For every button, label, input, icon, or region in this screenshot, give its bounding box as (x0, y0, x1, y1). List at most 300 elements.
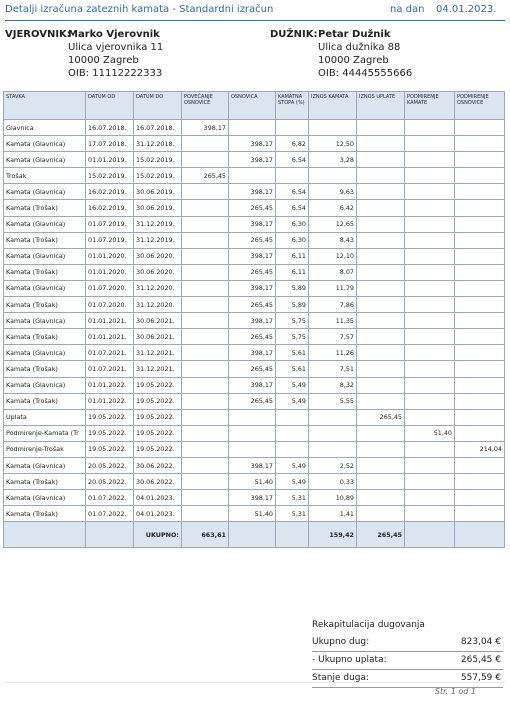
report-title: Detalji izračuna zateznih kamata - Standardni izračun (5, 4, 274, 15)
table-cell (357, 152, 405, 168)
table-cell: 0,33 (309, 474, 357, 490)
table-cell: 30.06.2022. (134, 474, 182, 490)
summary-cell (455, 522, 505, 548)
table-cell: 30.06.2019. (134, 184, 182, 200)
table-cell (309, 409, 357, 425)
table-cell: 12,10 (309, 248, 357, 264)
table-cell: 31.12.2021. (134, 345, 182, 361)
table-cell (405, 441, 455, 457)
table-cell: 30.06.2019. (134, 200, 182, 216)
table-cell: 7,57 (309, 329, 357, 345)
table-cell: 8,32 (309, 377, 357, 393)
table-cell: 12,50 (309, 136, 357, 152)
table-cell (182, 393, 229, 409)
table-cell: Kamata (Glavnica) (4, 377, 86, 393)
table-cell: 11,26 (309, 345, 357, 361)
table-cell: 01.01.2019. (86, 152, 134, 168)
creditor-label: VJEROVNIK: (5, 29, 71, 40)
table-cell (182, 361, 229, 377)
table-cell: Kamata (Glavnica) (4, 184, 86, 200)
table-cell: 01.07.2021. (86, 361, 134, 377)
table-cell: 30.06.2020. (134, 264, 182, 280)
table-cell: 01.07.2020. (86, 297, 134, 313)
table-cell: 19.05.2022. (134, 425, 182, 441)
recap-row (312, 652, 503, 670)
recap-title: Rekapitulacija dugovanja (312, 620, 425, 630)
table-cell (182, 216, 229, 232)
table-row (4, 490, 505, 506)
table-cell (455, 393, 505, 409)
table-cell: 12,65 (309, 216, 357, 232)
table-cell (357, 297, 405, 313)
table-cell: 5,89 (276, 297, 309, 313)
table-cell (182, 329, 229, 345)
recap-label: Stanje duga: (312, 673, 370, 683)
table-row (4, 441, 505, 457)
recap-row (312, 670, 503, 688)
table-cell: 398,17 (229, 313, 276, 329)
debtor-city: 10000 Zagreb (318, 55, 389, 66)
table-cell (455, 457, 505, 473)
footer-divider (5, 682, 505, 683)
table-cell: Kamata (Trošak) (4, 232, 86, 248)
table-cell (182, 474, 229, 490)
table-cell (405, 409, 455, 425)
table-cell: 6,30 (276, 232, 309, 248)
table-cell (455, 409, 505, 425)
table-cell: 1,41 (309, 506, 357, 522)
table-cell: 20.05.2022. (86, 457, 134, 473)
table-cell (182, 264, 229, 280)
recap-value: 265,45 € (460, 655, 501, 665)
summary-cell (405, 522, 455, 548)
table-cell: 7,86 (309, 297, 357, 313)
table-cell: Kamata (Trošak) (4, 200, 86, 216)
table-cell: Kamata (Glavnica) (4, 313, 86, 329)
table-cell: Kamata (Trošak) (4, 506, 86, 522)
table-cell: 9,63 (309, 184, 357, 200)
table-cell (455, 168, 505, 184)
table-cell (455, 216, 505, 232)
table-cell: Kamata (Trošak) (4, 329, 86, 345)
table-row (4, 152, 505, 168)
table-cell (405, 152, 455, 168)
table-cell (405, 361, 455, 377)
table-cell (182, 490, 229, 506)
table-cell (455, 329, 505, 345)
table-row (4, 329, 505, 345)
debtor-label: DUŽNIK: (270, 29, 318, 40)
table-cell: 5,31 (276, 506, 309, 522)
table-cell: Kamata (Glavnica) (4, 136, 86, 152)
table-header-row (4, 92, 505, 120)
recap-value: 823,04 € (460, 637, 501, 647)
table-cell (309, 425, 357, 441)
column-header: OSNOVICA (229, 92, 276, 120)
table-cell (357, 232, 405, 248)
summary-cell: 663,61 (182, 522, 229, 548)
table-cell: 214,04 (455, 441, 505, 457)
table-cell: 5,75 (276, 313, 309, 329)
table-cell: 5,31 (276, 490, 309, 506)
table-cell: 6,42 (309, 200, 357, 216)
table-row (4, 264, 505, 280)
table-cell (357, 474, 405, 490)
table-cell: Kamata (Glavnica) (4, 216, 86, 232)
table-cell: 6,11 (276, 248, 309, 264)
table-cell: 31.12.2019. (134, 216, 182, 232)
table-row (4, 345, 505, 361)
recap-label: - Ukupno uplata: (312, 655, 387, 665)
table-cell: 265,45 (229, 264, 276, 280)
table-cell: 51,40 (405, 425, 455, 441)
na-dan-label: na dan (390, 4, 425, 15)
summary-cell (229, 522, 276, 548)
table-cell (357, 168, 405, 184)
table-cell: 16.07.2018. (86, 120, 134, 136)
table-cell: 265,45 (229, 329, 276, 345)
table-cell (405, 345, 455, 361)
table-cell: 31.12.2019. (134, 232, 182, 248)
table-cell: 398,17 (229, 248, 276, 264)
table-cell (455, 136, 505, 152)
table-cell: 15.02.2019. (86, 168, 134, 184)
table-cell: Kamata (Glavnica) (4, 248, 86, 264)
table-row (4, 506, 505, 522)
table-cell: 2,52 (309, 457, 357, 473)
table-cell (182, 345, 229, 361)
recap-label: Ukupno dug: (312, 637, 370, 647)
table-cell: 04.01.2023. (134, 490, 182, 506)
table-cell: 19.05.2022. (134, 377, 182, 393)
table-cell: Kamata (Trošak) (4, 361, 86, 377)
table-cell (182, 184, 229, 200)
table-cell (405, 232, 455, 248)
table-row (4, 200, 505, 216)
table-cell (182, 152, 229, 168)
table-cell: 19.05.2022. (134, 393, 182, 409)
column-header: KAMATNA STOPA (%) (276, 92, 309, 120)
table-cell: 16.02.2019. (86, 200, 134, 216)
creditor-city: 10000 Zagreb (68, 55, 139, 66)
table-cell: 5,55 (309, 393, 357, 409)
table-cell (229, 409, 276, 425)
summary-cell (4, 522, 86, 548)
table-cell: 30.06.2022. (134, 457, 182, 473)
table-cell: 398,17 (229, 216, 276, 232)
table-cell: 30.06.2020. (134, 248, 182, 264)
table-cell: 01.07.2020. (86, 280, 134, 296)
debtor-street: Ulica dužnika 88 (318, 42, 401, 53)
debtor-name: Petar Dužnik (318, 29, 391, 40)
table-cell (357, 248, 405, 264)
table-cell (455, 490, 505, 506)
table-cell: 265,45 (229, 393, 276, 409)
table-cell (276, 120, 309, 136)
table-cell (182, 232, 229, 248)
table-cell (229, 441, 276, 457)
table-cell: 19.05.2022. (134, 409, 182, 425)
table-cell (405, 377, 455, 393)
table-cell: 8,07 (309, 264, 357, 280)
table-cell: 6,11 (276, 264, 309, 280)
table-cell (357, 313, 405, 329)
table-cell (405, 168, 455, 184)
table-cell (357, 184, 405, 200)
table-cell (182, 425, 229, 441)
table-cell: 265,45 (182, 168, 229, 184)
table-cell: 51,40 (229, 474, 276, 490)
column-header: DATUM DO (134, 92, 182, 120)
table-cell (405, 136, 455, 152)
table-cell (182, 409, 229, 425)
table-row (4, 297, 505, 313)
table-cell (182, 297, 229, 313)
table-cell (405, 297, 455, 313)
table-row (4, 313, 505, 329)
table-cell: 16.07.2018. (134, 120, 182, 136)
table-cell: 01.01.2021. (86, 313, 134, 329)
debtor-oib: OIB: 44445555666 (318, 68, 413, 79)
table-cell: 11,79 (309, 280, 357, 296)
page-number: Str. 1 od 1 (434, 687, 476, 696)
creditor-street: Ulica vjerovnika 11 (68, 42, 164, 53)
table-cell: 265,45 (357, 409, 405, 425)
table-row (4, 361, 505, 377)
table-cell: 17.07.2018. (86, 136, 134, 152)
table-cell (455, 377, 505, 393)
summary-cell: 265,45 (357, 522, 405, 548)
table-cell: 8,43 (309, 232, 357, 248)
table-cell: 19.05.2022. (86, 425, 134, 441)
table-cell (357, 329, 405, 345)
table-cell: 398,17 (229, 280, 276, 296)
table-cell: 01.07.2021. (86, 345, 134, 361)
table-cell (405, 393, 455, 409)
table-cell: 398,17 (229, 345, 276, 361)
table-row (4, 184, 505, 200)
table-cell: 01.07.2022. (86, 490, 134, 506)
table-row (4, 425, 505, 441)
table-cell (182, 441, 229, 457)
table-cell: 10,89 (309, 490, 357, 506)
recap-value: 557,59 € (460, 673, 501, 683)
table-cell (357, 457, 405, 473)
table-cell: 5,49 (276, 457, 309, 473)
table-cell (276, 441, 309, 457)
table-cell: 01.01.2020. (86, 248, 134, 264)
table-cell: 19.05.2022. (134, 441, 182, 457)
table-cell: 31.12.2018. (134, 136, 182, 152)
table-cell: 6,54 (276, 152, 309, 168)
table-cell (405, 490, 455, 506)
table-cell (357, 280, 405, 296)
column-header: IZNOS KAMATA (309, 92, 357, 120)
table-cell: 398,17 (229, 377, 276, 393)
column-header: DATUM OD (86, 92, 134, 120)
table-cell: 265,45 (229, 361, 276, 377)
table-cell (405, 248, 455, 264)
table-cell: Kamata (Trošak) (4, 264, 86, 280)
table-cell: Kamata (Glavnica) (4, 152, 86, 168)
table-cell (357, 425, 405, 441)
table-row (4, 168, 505, 184)
table-row (4, 409, 505, 425)
table-cell: 19.05.2022. (86, 441, 134, 457)
table-cell (455, 345, 505, 361)
table-cell (357, 506, 405, 522)
recap-row (312, 634, 503, 652)
table-cell: Kamata (Glavnica) (4, 345, 86, 361)
table-cell (182, 313, 229, 329)
table-cell (405, 457, 455, 473)
table-cell: 5,75 (276, 329, 309, 345)
table-cell (357, 345, 405, 361)
report-date: 04.01.2023. (436, 4, 497, 15)
table-cell (182, 506, 229, 522)
table-cell: 3,28 (309, 152, 357, 168)
summary-row (4, 522, 505, 548)
column-header: POVEĆANJE OSNOVICE (182, 92, 229, 120)
table-cell: Trošak (4, 168, 86, 184)
table-cell (182, 136, 229, 152)
table-cell (276, 425, 309, 441)
table-cell: 398,17 (229, 457, 276, 473)
report-header (5, 4, 505, 21)
table-cell: 01.07.2019. (86, 216, 134, 232)
interest-table (3, 91, 505, 548)
table-row (4, 248, 505, 264)
table-row (4, 474, 505, 490)
table-cell (182, 248, 229, 264)
table-cell (455, 264, 505, 280)
table-cell: 04.01.2023. (134, 506, 182, 522)
table-cell (357, 200, 405, 216)
table-cell: 31.12.2020. (134, 280, 182, 296)
table-cell: 398,17 (229, 152, 276, 168)
table-cell: Kamata (Glavnica) (4, 490, 86, 506)
table-cell (455, 200, 505, 216)
table-cell (455, 232, 505, 248)
table-cell: 5,49 (276, 377, 309, 393)
column-header: STAVKA (4, 92, 86, 120)
table-cell (455, 361, 505, 377)
table-cell (276, 168, 309, 184)
table-cell: 398,17 (229, 136, 276, 152)
table-row (4, 393, 505, 409)
table-cell (357, 136, 405, 152)
table-cell (276, 409, 309, 425)
table-cell: 6,30 (276, 216, 309, 232)
table-cell (229, 120, 276, 136)
table-cell: 398,17 (182, 120, 229, 136)
table-cell (405, 329, 455, 345)
table-cell: Glavnica (4, 120, 86, 136)
table-cell: 5,61 (276, 361, 309, 377)
table-cell (405, 313, 455, 329)
table-cell: 15.02.2019. (134, 168, 182, 184)
table-cell (357, 120, 405, 136)
table-cell (405, 216, 455, 232)
table-cell: 5,49 (276, 393, 309, 409)
table-cell: 5,49 (276, 474, 309, 490)
table-cell: 15.02.2019. (134, 152, 182, 168)
table-cell: 11,35 (309, 313, 357, 329)
table-cell: 6,54 (276, 200, 309, 216)
table-cell (455, 506, 505, 522)
table-cell: 265,45 (229, 232, 276, 248)
recap-title-row (312, 617, 503, 634)
table-cell (455, 248, 505, 264)
table-cell (405, 120, 455, 136)
table-cell: 398,17 (229, 490, 276, 506)
table-cell: Podmirenje-Kamata (Tr (4, 425, 86, 441)
table-cell: 265,45 (229, 297, 276, 313)
table-row (4, 377, 505, 393)
table-cell (182, 457, 229, 473)
table-cell: Podmirenje-Trošak (4, 441, 86, 457)
table-cell: 31.12.2021. (134, 361, 182, 377)
table-cell: 7,51 (309, 361, 357, 377)
table-cell (455, 313, 505, 329)
table-cell (357, 441, 405, 457)
table-cell: Uplata (4, 409, 86, 425)
table-cell: 20.05.2022. (86, 474, 134, 490)
table-cell: 01.01.2020. (86, 264, 134, 280)
table-row (4, 136, 505, 152)
table-cell: 5,89 (276, 280, 309, 296)
summary-cell: UKUPNO: (134, 522, 182, 548)
table-cell: 398,17 (229, 184, 276, 200)
table-cell: Kamata (Glavnica) (4, 457, 86, 473)
table-row (4, 216, 505, 232)
table-cell (455, 152, 505, 168)
table-cell: Kamata (Trošak) (4, 474, 86, 490)
creditor-name: Marko Vjerovnik (68, 29, 160, 40)
table-cell: 31.12.2020. (134, 297, 182, 313)
recap-block (312, 617, 503, 688)
table-cell: 30.06.2021. (134, 313, 182, 329)
creditor-oib: OIB: 11112222333 (68, 68, 163, 79)
table-cell: 6,82 (276, 136, 309, 152)
table-row (4, 280, 505, 296)
table-cell: 19.05.2022. (86, 409, 134, 425)
table-cell (455, 425, 505, 441)
table-row (4, 457, 505, 473)
table-cell: 6,54 (276, 184, 309, 200)
table-cell: 01.01.2021. (86, 329, 134, 345)
table-cell (405, 264, 455, 280)
table-cell: Kamata (Trošak) (4, 297, 86, 313)
table-cell (182, 377, 229, 393)
column-header: PODMIRENJE OSNOVICE (455, 92, 505, 120)
table-row (4, 232, 505, 248)
table-cell (357, 216, 405, 232)
table-cell: 30.06.2021. (134, 329, 182, 345)
summary-cell (276, 522, 309, 548)
table-cell (455, 474, 505, 490)
table-cell: 51,40 (229, 506, 276, 522)
table-cell (182, 280, 229, 296)
table-cell: 01.01.2022. (86, 377, 134, 393)
table-cell (405, 474, 455, 490)
table-cell: 265,45 (229, 200, 276, 216)
table-cell: 5,61 (276, 345, 309, 361)
table-row (4, 120, 505, 136)
table-cell (405, 506, 455, 522)
table-cell (182, 200, 229, 216)
table-cell (229, 425, 276, 441)
